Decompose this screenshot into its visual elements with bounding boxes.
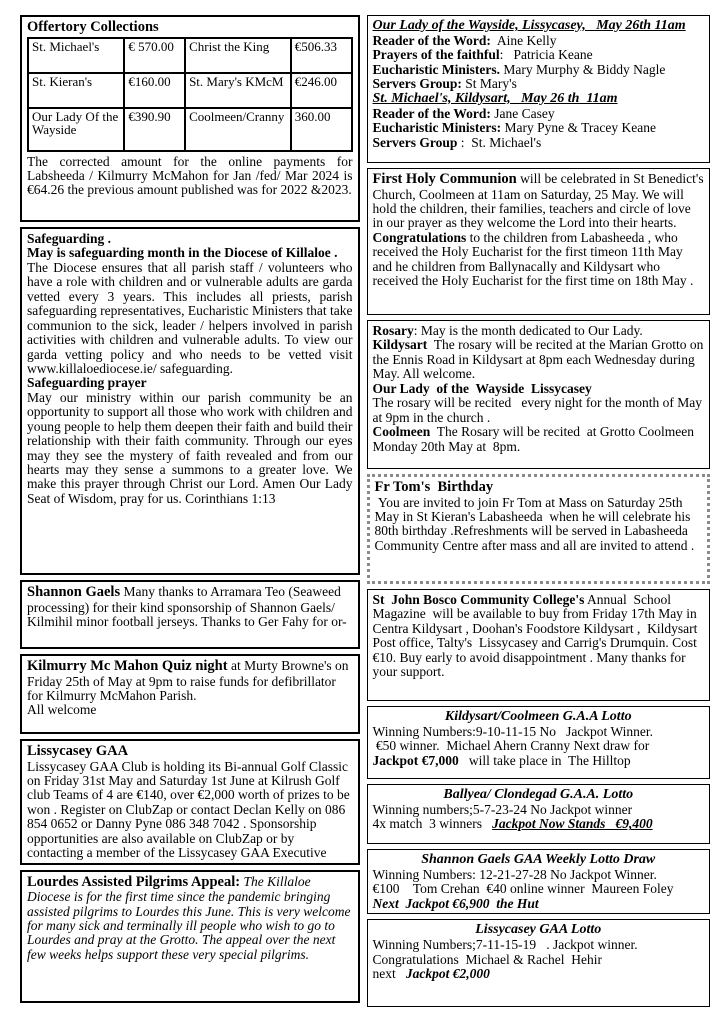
kildysart-coolmeen-lotto-section: [367, 706, 710, 779]
rosary-kildysart-lead: Kildysart: [372, 337, 428, 353]
amount-cell: €160.00: [124, 73, 185, 108]
rota-church2-title: St. Michael's, Kildysart, May 26 th 11am: [372, 90, 618, 106]
shannon-lotto-winners: €100 Tom Crehan €40 online winner Maureen Foley: [372, 881, 674, 897]
lissycasey-gaa-section: [20, 739, 360, 865]
lissycasey-lotto-jackpot: Jackpot €2,000: [405, 966, 490, 982]
parish-cell: Christ the King: [185, 38, 291, 73]
rota-line-label: Reader of the Word:: [372, 105, 491, 121]
amount-cell: € 570.00: [124, 38, 185, 73]
rosary-section: [367, 320, 710, 469]
st-john-bosco-section: [367, 589, 710, 701]
rota-line-value: Jane Casey: [490, 105, 555, 121]
kildysart-lotto-numbers: Winning Numbers:9-10-11-15 No Jackpot Winner.: [372, 723, 654, 739]
table-row: [28, 73, 352, 108]
rota-line-label: Servers Group: [372, 134, 458, 150]
rota-line-value: St Mary's: [461, 76, 517, 92]
rota-line: [373, 63, 704, 77]
rota-line: [373, 48, 704, 62]
lourdes-appeal-text: [27, 875, 353, 963]
fr-tom-body: You are invited to join Fr Tom at Mass on Saturday 25th May in St Kieran's Labasheeda when he will celebrate his 80th birthday .Refreshments will be served in Labasheeda Community Centre after mass and all are invited to attend .: [374, 494, 695, 553]
shannon-lotto-numbers: Winning Numbers: 12-21-27-28 No Jackpot Winner.: [372, 866, 657, 882]
fr-tom-title: Fr Tom's Birthday: [374, 479, 494, 495]
rosary-coolmeen-body: The Rosary will be recited at Grotto Coolmeen Monday 20th May at 8pm.: [372, 424, 698, 454]
shannon-lotto-jackpot: Next Jackpot €6,900 the Hut: [372, 895, 539, 911]
table-row: [28, 108, 352, 151]
parish-cell: St. Kieran's: [28, 73, 124, 108]
offertory-title: Offertory Collections: [27, 19, 159, 35]
quiz-night-text: [27, 659, 353, 703]
left-column: [20, 15, 360, 1012]
amount-cell: €246.00: [291, 73, 352, 108]
rosary-wayside-lead: Our Lady of the Wayside Lissycasey: [372, 380, 592, 396]
rosary-kildysart-body: The rosary will be recited at the Marian Grotto on the Ennis Road in Kildysart at 8pm each Wednesday during May. All welcome.: [372, 337, 707, 382]
shannon-gaels-lead: Shannon Gaels: [27, 584, 121, 600]
lissycasey-lotto-winners: Congratulations Michael & Rachel Hehir: [372, 951, 602, 967]
rota-church1-title: Our Lady of the Wayside, Lissycasey, May 26th 11am: [372, 18, 686, 33]
kildysart-lotto-jackpot-line: [373, 754, 704, 768]
ballyea-lotto-match: 4x match 3 winners: [372, 816, 493, 832]
quiz-night-lead: Kilmurry Mc Mahon Quiz night: [27, 658, 228, 674]
rota-line-label: Reader of the Word:: [372, 32, 491, 48]
fr-tom-birthday-section: [367, 474, 710, 584]
lissycasey-lotto-jackpot-line: [373, 967, 704, 981]
table-row: [28, 38, 352, 73]
first-communion-lead: First Holy Communion: [372, 171, 517, 187]
kildysart-lotto-winner: €50 winner. Michael Ahern Cranny Next draw for: [372, 738, 650, 754]
congratulations-body: to the children from Labasheeda , who received the Holy Eucharist for the first timeon 11th May and he children from Ballynacally and Kildysart who received the Holy Eucharist for the first time on 18th May .: [372, 229, 694, 289]
rosary-kildysart: [372, 337, 707, 382]
rota-line-label: Eucharistic Ministers.: [372, 61, 501, 77]
lourdes-appeal-section: [20, 870, 360, 1003]
rosary-body: : May is the month dedicated to Our Lady.: [413, 323, 643, 338]
safeguarding-body: The Diocese ensures that all parish staff / volunteers who have a role with children and or vulnerable adults are garda vetted every 3 years. This includes all priests, parish safeguarding representatives, Eucharistic Ministers that take communion to the sick, leader / helpers involved in parish activities with children and vulnerable adults. To view our garda vetting policy and who needs to be vetted visit www.killaloediocese.ie/ safeguarding.: [27, 259, 353, 376]
shannon-gaels-lotto-section: [367, 849, 710, 914]
lourdes-appeal-lead: Lourdes Assisted Pilgrims Appeal:: [27, 873, 241, 890]
lissycasey-gaa-body: Lissycasey GAA Club is holding its Bi-annual Golf Classic on Friday 31st May and Saturday 1st June at Kilrush Golf club Teams of 4 are €140, over €2,000 worth of prizes to be won . Register on ClubZap or contact Declan Kelly on 086 854 0652 or Danny Pyne 086 348 7042 . Sponsorship opportunities are also available on ClubZap or by contacting a member of the Lissycasey GAA Executive: [27, 758, 350, 861]
st-john-bosco-lead: St John Bosco Community College's: [372, 592, 585, 607]
shannon-gaels-body: Many thanks to Arramara Teo (Seaweed processing) for their kind sponsorship of Shannon Gaels/ Kilmihil minor football jerseys. Thanks to Ger Fahy for or-: [27, 584, 347, 629]
ballyea-clondegad-lotto-section: [367, 784, 710, 844]
safeguarding-section: [20, 227, 360, 575]
safeguarding-prayer-body: May our ministry within our parish community be an opportunity to support all those who work with children and young people to help them deepen their faith and build their relationship with their faith community. Through our eyes may they see the mystery of faith revealed and from our hearts may they sense a summons to a greater love. We make this prayer through Christ our Lord. Amen Our Lady Seat of Wisdom, pray for us. Corinthians 1:13: [27, 389, 353, 506]
quiz-night-footer: All welcome: [27, 702, 97, 718]
ballyea-lotto-jackpot-line: [373, 817, 704, 831]
offertory-table: [27, 37, 353, 152]
ballyea-lotto-numbers: Winning numbers;5-7-23-24 No Jackpot winner: [372, 801, 633, 817]
shannon-lotto-title: Shannon Gaels GAA Weekly Lotto Draw: [421, 852, 656, 867]
rota-line: [373, 77, 704, 91]
parish-cell: Our Lady Of the Wayside: [28, 108, 124, 151]
rota-line-value: : St. Michael's: [457, 134, 542, 150]
lissycasey-lotto-numbers: Winning Numbers;7-11-15-19 . Jackpot winner.: [372, 937, 638, 953]
safeguarding-heading: Safeguarding .: [27, 231, 112, 246]
kildysart-lotto-venue: will take place in The Hilltop: [458, 752, 631, 768]
first-communion-section: [367, 168, 710, 315]
lissycasey-lotto-title: Lissycasey GAA Lotto: [475, 922, 602, 938]
parish-cell: St. Mary's KMcM: [185, 73, 291, 108]
right-column: [367, 15, 710, 1012]
st-john-bosco-body: Annual School Magazine will be available to buy from Friday 17th May in Centra Kildysart , Doohan's Foodstore Kildysart , Kildysart Post office, Talty's Lissycasey and Carrig's Drumquin. Cost €10. Buy early to avoid disappointment . Many thanks for your support.: [372, 592, 704, 680]
lissycasey-lotto-section: [367, 919, 710, 1007]
rota-line-value: Mary Murphy & Biddy Nagle: [500, 61, 666, 77]
offertory-section: [20, 15, 360, 222]
rota-line: [373, 107, 704, 121]
rosary-lead: Rosary: [372, 323, 414, 338]
rosary-coolmeen: [373, 425, 704, 454]
parish-cell: St. Michael's: [28, 38, 124, 73]
offertory-note: The corrected amount for the online payments for Labsheeda / Kilmurry McMahon for Jan /fed/ Mar 2024 is €64.26 the previous amount published was for 2022 &2023.: [27, 153, 353, 198]
rota-line-label: Servers Group:: [372, 76, 462, 92]
shannon-gaels-section: [20, 580, 360, 649]
rota-line-value: Mary Pyne & Tracey Keane: [501, 120, 656, 136]
st-john-bosco-text: [373, 593, 704, 680]
congratulations-lead: Congratulations: [372, 229, 467, 245]
rosary-coolmeen-lead: Coolmeen: [372, 424, 431, 440]
rosary-wayside-body: The rosary will be recited every night for the month of May at 9pm in the church .: [372, 395, 706, 425]
lourdes-appeal-body: The Killaloe Diocese is for the first time since the pandemic bringing assisted pilgrims to Lourdes this June. This is very welcome for many sick and terminally ill people who wish to go to Lourdes and pray at the Grotto. The appeal over the next few weeks helps support these very special pilgrims.: [27, 873, 351, 962]
congratulations-text: [373, 231, 704, 289]
amount-cell: 360.00: [291, 108, 352, 151]
shannon-gaels-text: [27, 585, 353, 629]
first-communion-body: will be celebrated in St Benedict's Church, Coolmeen at 11am on Saturday, 25 May. We will hold the children, their families, teachers and circle of love in our prayer as they welcome the Lord into their hearts.: [372, 171, 704, 231]
amount-cell: €390.90: [124, 108, 185, 151]
lissycasey-gaa-title: Lissycasey GAA: [27, 743, 129, 759]
kildysart-lotto-title: Kildysart/Coolmeen G.A.A Lotto: [444, 709, 632, 724]
quiz-night-body: at Murty Browne's on Friday 25th of May at 9pm to raise funds for defibrillator for Kilmurry McMahon Parish.: [27, 658, 349, 703]
lissycasey-lotto-next: next: [372, 966, 406, 982]
safeguarding-subheading: May is safeguarding month in the Diocese of Killaloe .: [27, 245, 338, 261]
mass-rota-section: [367, 15, 710, 163]
rota-line: [373, 136, 704, 150]
ballyea-lotto-jackpot: Jackpot Now Stands €9,400: [492, 816, 653, 832]
quiz-night-section: [20, 654, 360, 734]
parish-cell: Coolmeen/Cranny: [185, 108, 291, 151]
first-communion-text: [373, 172, 704, 231]
rota-line-label: Prayers of the faithful: [372, 47, 500, 63]
rota-line-label: Eucharistic Ministers:: [372, 120, 502, 136]
rota-line: [373, 34, 704, 48]
rota-line-value: Aine Kelly: [490, 32, 557, 48]
rota-line-value: : Patricia Keane: [499, 47, 593, 63]
ballyea-lotto-title: Ballyea/ Clondegad G.A.A. Lotto: [443, 787, 634, 802]
rosary-intro: [373, 324, 704, 338]
kildysart-lotto-jackpot: Jackpot €7,000: [372, 752, 459, 768]
amount-cell: €506.33: [291, 38, 352, 73]
rota-line: [373, 121, 704, 135]
safeguarding-prayer-heading: Safeguarding prayer: [27, 375, 147, 391]
